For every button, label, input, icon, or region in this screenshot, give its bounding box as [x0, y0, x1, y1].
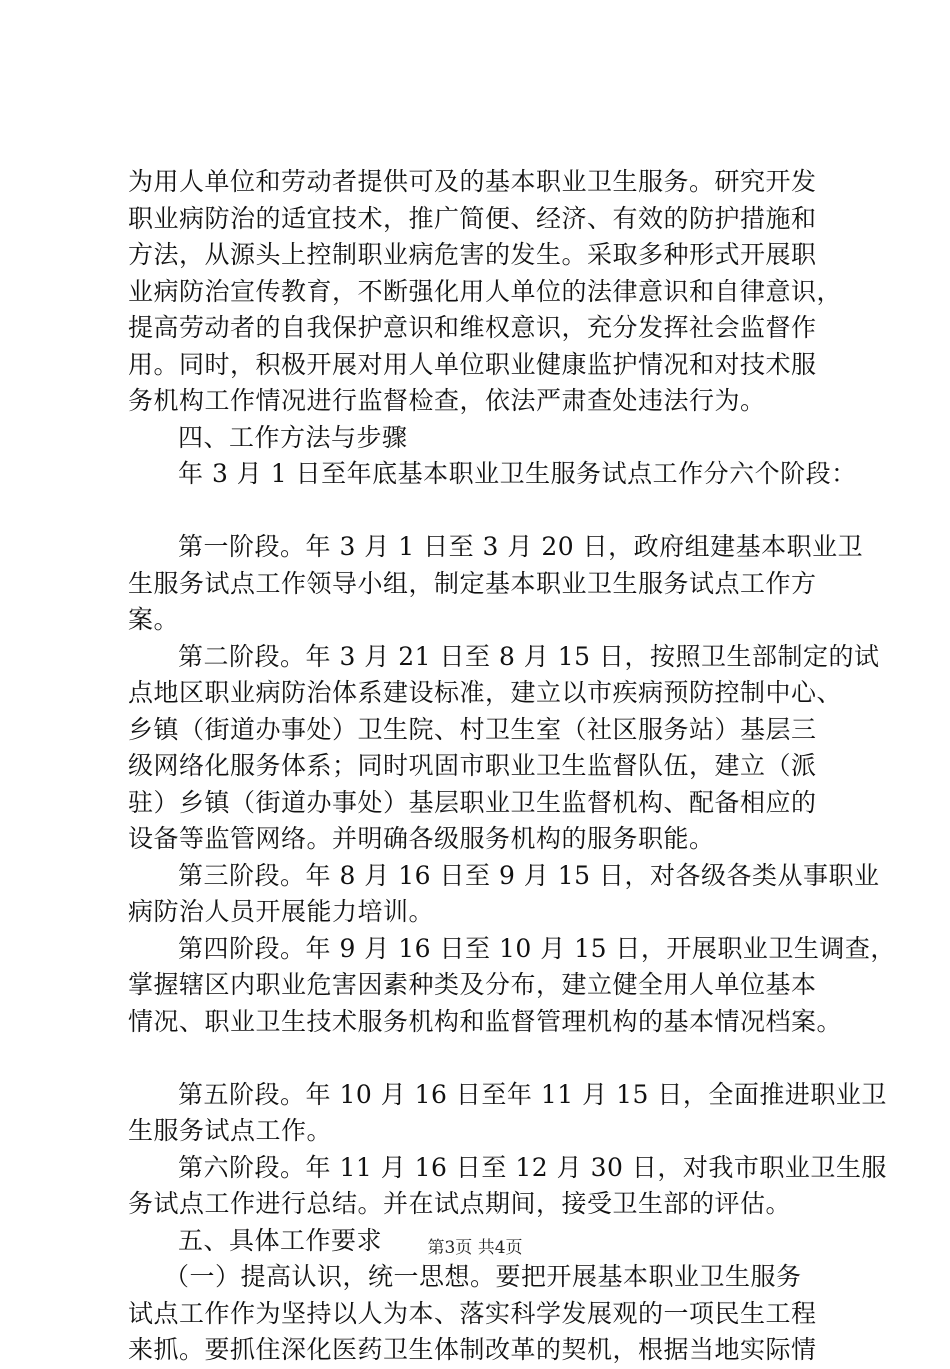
text-line: 第一阶段。年 3 月 1 日至 3 月 20 日，政府组建基本职业卫 [178, 532, 864, 561]
text-line: 职业病防治的适宜技术，推广简便、经济、有效的防护措施和 [128, 203, 817, 233]
text-line: 掌握辖区内职业危害因素种类及分布，建立健全用人单位基本 [128, 970, 817, 999]
text-line: 年 3 月 1 日至年底基本职业卫生服务试点工作分六个阶段： [178, 459, 857, 488]
text-line: 点地区职业病防治体系建设标准，建立以市疾病预防控制中心、 [128, 678, 843, 707]
text-line: 第三阶段。年 8 月 16 日至 9 月 15 日，对各级各类从事职业 [178, 860, 880, 890]
section-heading: 四、工作方法与步骤 [178, 422, 408, 452]
text-line: 驻）乡镇（街道办事处）基层职业卫生监督机构、配备相应的 [128, 787, 817, 817]
text-line: 第五阶段。年 10 月 16 日至年 11 月 15 日，全面推进职业卫 [178, 1079, 887, 1109]
text-line: 生服务试点工作领导小组，制定基本职业卫生服务试点工作方 [128, 568, 817, 598]
text-line: 第六阶段。年 11 月 16 日至 12 月 30 日，对我市职业卫生服 [178, 1152, 887, 1182]
text-line: 务试点工作进行总结。并在试点期间，接受卫生部的评估。 [128, 1189, 792, 1218]
text-line: 提高劳动者的自我保护意识和维权意识，充分发挥社会监督作 [128, 313, 817, 342]
page-footer: 第3页 共4页 [427, 1238, 523, 1258]
blank-line [128, 493, 848, 530]
text-line: 设备等监管网络。并明确各级服务机构的服务职能。 [128, 824, 715, 853]
text-line: 业病防治宣传教育，不断强化用人单位的法律意识和自律意识， [128, 276, 843, 306]
text-line: 方法，从源头上控制职业病危害的发生。采取多种形式开展职 [128, 240, 817, 269]
text-line: 第二阶段。年 3 月 21 日至 8 月 15 日，按照卫生部制定的试 [178, 641, 880, 671]
text-line: 病防治人员开展能力培训。 [128, 897, 435, 926]
section-heading: 五、具体工作要求 [178, 1225, 383, 1255]
text-line: 级网络化服务体系；同时巩固市职业卫生监督队伍，建立（派 [128, 751, 817, 780]
text-line: （一）提高认识，统一思想。要把开展基本职业卫生服务 [164, 1262, 802, 1291]
text-line: 乡镇（街道办事处）卫生院、村卫生室（社区服务站）基层三 [128, 714, 817, 744]
text-line: 务机构工作情况进行监督检查，依法严肃查处违法行为。 [128, 386, 766, 415]
text-line: 第四阶段。年 9 月 16 日至 10 月 15 日，开展职业卫生调查， [178, 933, 896, 963]
text-line: 为用人单位和劳动者提供可及的基本职业卫生服务。研究开发 [128, 167, 817, 196]
text-line: 情况、职业卫生技术服务机构和监督管理机构的基本情况档案。 [128, 1006, 843, 1036]
document-body [128, 164, 896, 1369]
text-line: 用。同时，积极开展对用人单位职业健康监护情况和对技术服 [128, 349, 817, 379]
blank-line [128, 1040, 848, 1077]
text-line: 生服务试点工作。 [128, 1116, 333, 1145]
text-line: 试点工作作为坚持以人为本、落实科学发展观的一项民生工程 [128, 1298, 817, 1328]
text-line: 案。 [128, 605, 180, 634]
text-line: 来抓。要抓住深化医药卫生体制改革的契机，根据当地实际情 [128, 1335, 817, 1364]
